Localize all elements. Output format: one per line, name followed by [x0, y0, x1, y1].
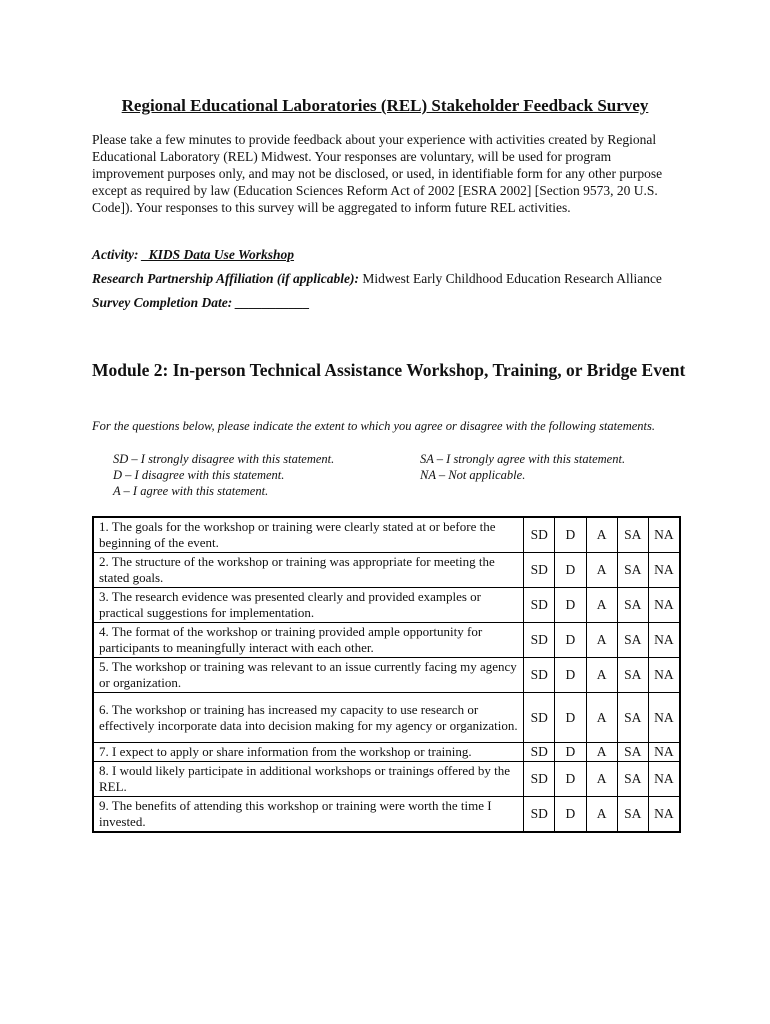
response-option-sa[interactable]: SA — [617, 743, 648, 762]
response-option-a[interactable]: A — [586, 743, 617, 762]
question-text: 1. The goals for the workshop or training were clearly stated at or before the beginning of the event. — [93, 517, 524, 553]
response-option-sa[interactable]: SA — [617, 797, 648, 833]
table-row — [93, 797, 680, 833]
response-option-sd[interactable]: SD — [524, 588, 555, 623]
table-row — [93, 553, 680, 588]
survey-title: Regional Educational Laboratories (REL) Stakeholder Feedback Survey — [121, 96, 649, 115]
survey-table — [92, 516, 681, 833]
response-option-na[interactable]: NA — [648, 553, 680, 588]
response-option-a[interactable]: A — [586, 553, 617, 588]
question-text: 4. The format of the workshop or training provided ample opportunity for participants to meaningfully interact with each other. — [93, 623, 524, 658]
question-text: 6. The workshop or training has increased my capacity to use research or effectively incorporate data into decision making for my agency or organization. — [93, 693, 524, 743]
response-option-sa[interactable]: SA — [617, 623, 648, 658]
activity-value: _KIDS Data Use Workshop — [141, 247, 295, 262]
response-option-d[interactable]: D — [555, 588, 586, 623]
response-option-na[interactable]: NA — [648, 797, 680, 833]
response-option-a[interactable]: A — [586, 797, 617, 833]
question-text: 8. I would likely participate in additional workshops or trainings offered by the REL. — [93, 762, 524, 797]
question-text: 9. The benefits of attending this workshop or training were worth the time I invested. — [93, 797, 524, 833]
response-option-sd[interactable]: SD — [524, 762, 555, 797]
activity-label: Activity: — [92, 247, 139, 262]
question-text: 3. The research evidence was presented clearly and provided examples or practical suggestions for implementation. — [93, 588, 524, 623]
completion-date-label: Survey Completion Date: — [92, 295, 233, 310]
question-text: 2. The structure of the workshop or training was appropriate for meeting the stated goals. — [93, 553, 524, 588]
table-row — [93, 623, 680, 658]
response-option-sd[interactable]: SD — [524, 658, 555, 693]
activity-field — [92, 247, 294, 263]
completion-date-blank[interactable]: ___________ — [235, 295, 310, 310]
table-row — [93, 743, 680, 762]
response-option-sd[interactable]: SD — [524, 743, 555, 762]
response-option-na[interactable]: NA — [648, 762, 680, 797]
affiliation-label: Research Partnership Affiliation (if applicable): — [92, 271, 359, 286]
legend-sd: SD – I strongly disagree with this statement. — [113, 452, 335, 466]
response-option-a[interactable]: A — [586, 693, 617, 743]
response-option-sa[interactable]: SA — [617, 762, 648, 797]
completion-date-field — [92, 295, 310, 311]
response-option-na[interactable]: NA — [648, 588, 680, 623]
response-option-d[interactable]: D — [555, 693, 586, 743]
response-option-sd[interactable]: SD — [524, 623, 555, 658]
instructions: For the questions below, please indicate the extent to which you agree or disagree with the following statements. — [92, 419, 655, 433]
module-title: Module 2: In-person Technical Assistance Workshop, Training, or Bridge Event — [92, 360, 686, 380]
legend-sa: SA – I strongly agree with this statement. — [420, 452, 626, 466]
intro-paragraph: Please take a few minutes to provide feedback about your experience with activities created by Regional Educational Laboratory (REL) Midwest. Your responses are voluntary, will be used for program improvement purposes only, and may not be disclosed, or used, in identifiable form for any other purpose except as required by law (Education Sciences Reform Act of 2002 [ESRA 2002] [Section 9573, 20 U.S. Code]). Your responses to this survey will be aggregated to inform future REL activities. — [92, 132, 663, 215]
response-option-d[interactable]: D — [555, 743, 586, 762]
table-row — [93, 658, 680, 693]
question-text: 7. I expect to apply or share information from the workshop or training. — [93, 743, 524, 762]
response-option-sa[interactable]: SA — [617, 693, 648, 743]
response-option-sa[interactable]: SA — [617, 588, 648, 623]
response-option-a[interactable]: A — [586, 623, 617, 658]
legend-a: A – I agree with this statement. — [113, 484, 269, 498]
response-option-na[interactable]: NA — [648, 693, 680, 743]
response-option-d[interactable]: D — [555, 658, 586, 693]
affiliation-field — [92, 271, 662, 287]
affiliation-value: Midwest Early Childhood Education Research Alliance — [362, 271, 662, 286]
response-option-a[interactable]: A — [586, 762, 617, 797]
response-option-d[interactable]: D — [555, 623, 586, 658]
response-option-d[interactable]: D — [555, 553, 586, 588]
question-text: 5. The workshop or training was relevant to an issue currently facing my agency or organization. — [93, 658, 524, 693]
table-row — [93, 517, 680, 553]
response-option-na[interactable]: NA — [648, 743, 680, 762]
response-option-d[interactable]: D — [555, 517, 586, 553]
table-row — [93, 693, 680, 743]
response-option-d[interactable]: D — [555, 797, 586, 833]
response-option-a[interactable]: A — [586, 517, 617, 553]
response-option-sd[interactable]: SD — [524, 553, 555, 588]
response-option-d[interactable]: D — [555, 762, 586, 797]
response-option-a[interactable]: A — [586, 588, 617, 623]
legend-na: NA – Not applicable. — [420, 468, 526, 482]
response-option-sd[interactable]: SD — [524, 797, 555, 833]
table-row — [93, 588, 680, 623]
response-option-sd[interactable]: SD — [524, 693, 555, 743]
response-option-sa[interactable]: SA — [617, 553, 648, 588]
response-option-a[interactable]: A — [586, 658, 617, 693]
legend-d: D – I disagree with this statement. — [113, 468, 285, 482]
response-option-na[interactable]: NA — [648, 658, 680, 693]
response-option-sa[interactable]: SA — [617, 517, 648, 553]
response-option-sd[interactable]: SD — [524, 517, 555, 553]
response-option-na[interactable]: NA — [648, 517, 680, 553]
response-option-sa[interactable]: SA — [617, 658, 648, 693]
table-row — [93, 762, 680, 797]
response-option-na[interactable]: NA — [648, 623, 680, 658]
